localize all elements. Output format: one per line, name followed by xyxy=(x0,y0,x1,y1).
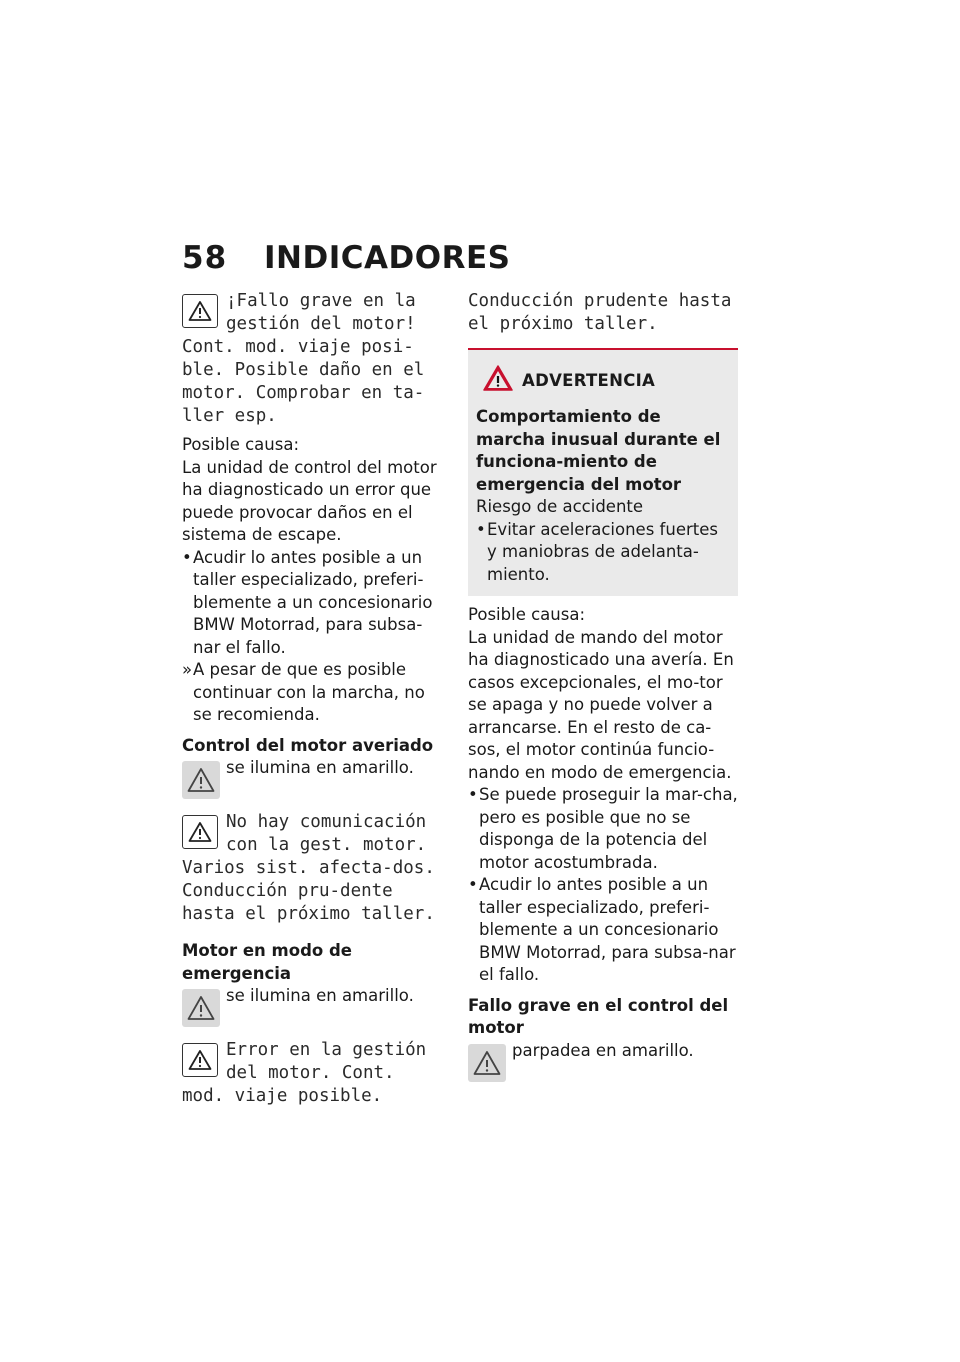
warning-list xyxy=(476,519,730,587)
warning-risk: Riesgo de accidente xyxy=(476,497,644,516)
warning-title: ADVERTENCIA xyxy=(522,370,656,390)
cause-text: La unidad de mando del motor ha diagnosticado una avería. En casos excepcionales, el mo-tor se apaga y no puede volver a arrancarse. En el resto de ca-sos, el motor continúa funcio-nando en modo de emergencia. xyxy=(468,627,734,782)
warning-lamp-icon xyxy=(182,761,220,799)
list-item: • Se puede proseguir la mar-cha, pero es posible que no se disponga de la potencia del motor acostumbrada. xyxy=(468,785,738,872)
left-column xyxy=(182,290,444,1114)
section-heading: Control del motor averiado xyxy=(182,735,434,755)
display-message xyxy=(182,811,444,926)
right-column xyxy=(468,290,738,1094)
display-message xyxy=(182,1039,444,1108)
list-item: » A pesar de que es posible continuar con la marcha, no se recomienda. xyxy=(182,660,425,724)
bullet-marker: • xyxy=(468,785,478,804)
cause-label: Posible causa: xyxy=(182,435,299,454)
action-list xyxy=(468,784,738,987)
cause-text: La unidad de control del motor ha diagnosticado un error que puede provocar daños en el sistema de escape. xyxy=(182,457,437,544)
warning-triangle-icon xyxy=(182,815,218,849)
list-item: • Acudir lo antes posible a un taller especializado, preferi-blemente a un concesionario BMW Motorrad, para subsa-nar el fallo. xyxy=(468,875,736,984)
indicator-lamp-row xyxy=(182,757,444,799)
warning-triangle-icon xyxy=(182,294,218,328)
message-text: Error en la gestión del motor. Cont. mod. viaje posible. xyxy=(182,1040,427,1106)
display-message xyxy=(182,290,444,428)
warning-box xyxy=(468,348,738,596)
section-heading: Fallo grave en el control del motor xyxy=(468,995,729,1037)
bullet-marker: • xyxy=(476,519,486,539)
cause-label: Posible causa: xyxy=(468,605,585,624)
list-item: • Acudir lo antes posible a un taller especializado, preferi-blemente a un concesionario BMW Motorrad, para subsa-nar el fallo. xyxy=(182,547,433,657)
list-item: • Evitar aceleraciones fuertes y maniobras de adelanta-miento. xyxy=(476,519,718,584)
lamp-state: parpadea en amarillo. xyxy=(512,1040,694,1060)
page-title: INDICADORES xyxy=(264,240,511,276)
page-header xyxy=(182,240,742,280)
message-text: ¡Fallo grave en la gestión del motor! Cont. mod. viaje posi-ble. Posible daño en el motor. Comprobar en ta-ller esp. xyxy=(182,291,425,426)
page-number: 58 xyxy=(182,240,228,276)
lamp-state: se ilumina en amarillo. xyxy=(226,986,414,1005)
message-text-continued: Conducción prudente hasta el próximo taller. xyxy=(468,291,732,334)
bullet-marker: • xyxy=(182,547,192,567)
warning-heading: Comportamiento de marcha inusual durante el funciona-miento de emergencia del motor xyxy=(476,407,721,494)
warning-header xyxy=(476,364,730,396)
indicator-lamp-row xyxy=(182,985,444,1027)
warning-triangle-icon xyxy=(182,1043,218,1077)
indicator-lamp-row xyxy=(468,1040,738,1082)
warning-triangle-icon xyxy=(482,364,514,396)
action-list xyxy=(182,547,444,727)
warning-lamp-icon xyxy=(468,1044,506,1082)
section-heading: Motor en modo de emergencia xyxy=(182,941,352,983)
bullet-marker: • xyxy=(468,875,478,894)
warning-lamp-icon xyxy=(182,989,220,1027)
result-marker: » xyxy=(182,660,193,679)
message-text: No hay comunicación con la gest. motor. Varios sist. afecta-dos. Conducción pru-dente hasta el próximo taller. xyxy=(182,812,435,924)
lamp-state: se ilumina en amarillo. xyxy=(226,758,414,777)
